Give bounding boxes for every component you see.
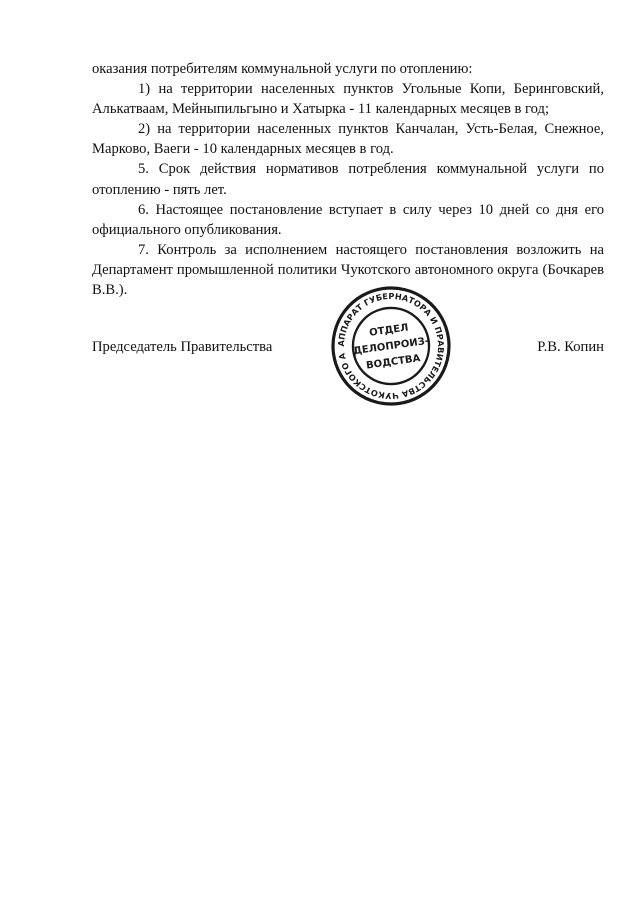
- item-1-paragraph: 1) на территории населенных пунктов Угольные Копи, Беринговский, Алькатваам, Мейныпильгыно и Хатырка - 11 календарных месяцев в год;: [92, 81, 604, 118]
- item-7-paragraph: 7. Контроль за исполнением настоящего постановления возложить на Департамент промышленной политики Чукотского автономного округа (Бочкарев В.В.).: [92, 241, 604, 299]
- stamp-line-1: ОТДЕЛ: [368, 322, 410, 339]
- intro-paragraph: оказания потребителям коммунальной услуги по отоплению:: [92, 61, 473, 77]
- signer-name: Р.В. Копин: [537, 339, 604, 355]
- item-6-paragraph: 6. Настоящее постановление вступает в силу через 10 дней со дня его официального опубликования.: [92, 201, 604, 238]
- signer-title: Председатель Правительства: [92, 339, 273, 355]
- stamp-ring-text: АППАРАТ ГУБЕРНАТОРА И ПРАВИТЕЛЬСТВА ЧУКОТСКОГО АВТОНОМНОГО: [335, 290, 447, 402]
- stamp-line-2: ДЕЛОПРОИЗ-: [352, 335, 430, 358]
- body-text: [92, 59, 604, 300]
- item-5-paragraph: 5. Срок действия нормативов потребления коммунальной услуги по отоплению - пять лет.: [92, 161, 604, 198]
- item-2-paragraph: 2) на территории населенных пунктов Канчалан, Усть-Белая, Снежное, Марково, Ваеги - 10 календарных месяцев в год.: [92, 121, 604, 158]
- stamp-line-3: ВОДСТВА: [365, 353, 422, 372]
- official-stamp: [330, 285, 452, 407]
